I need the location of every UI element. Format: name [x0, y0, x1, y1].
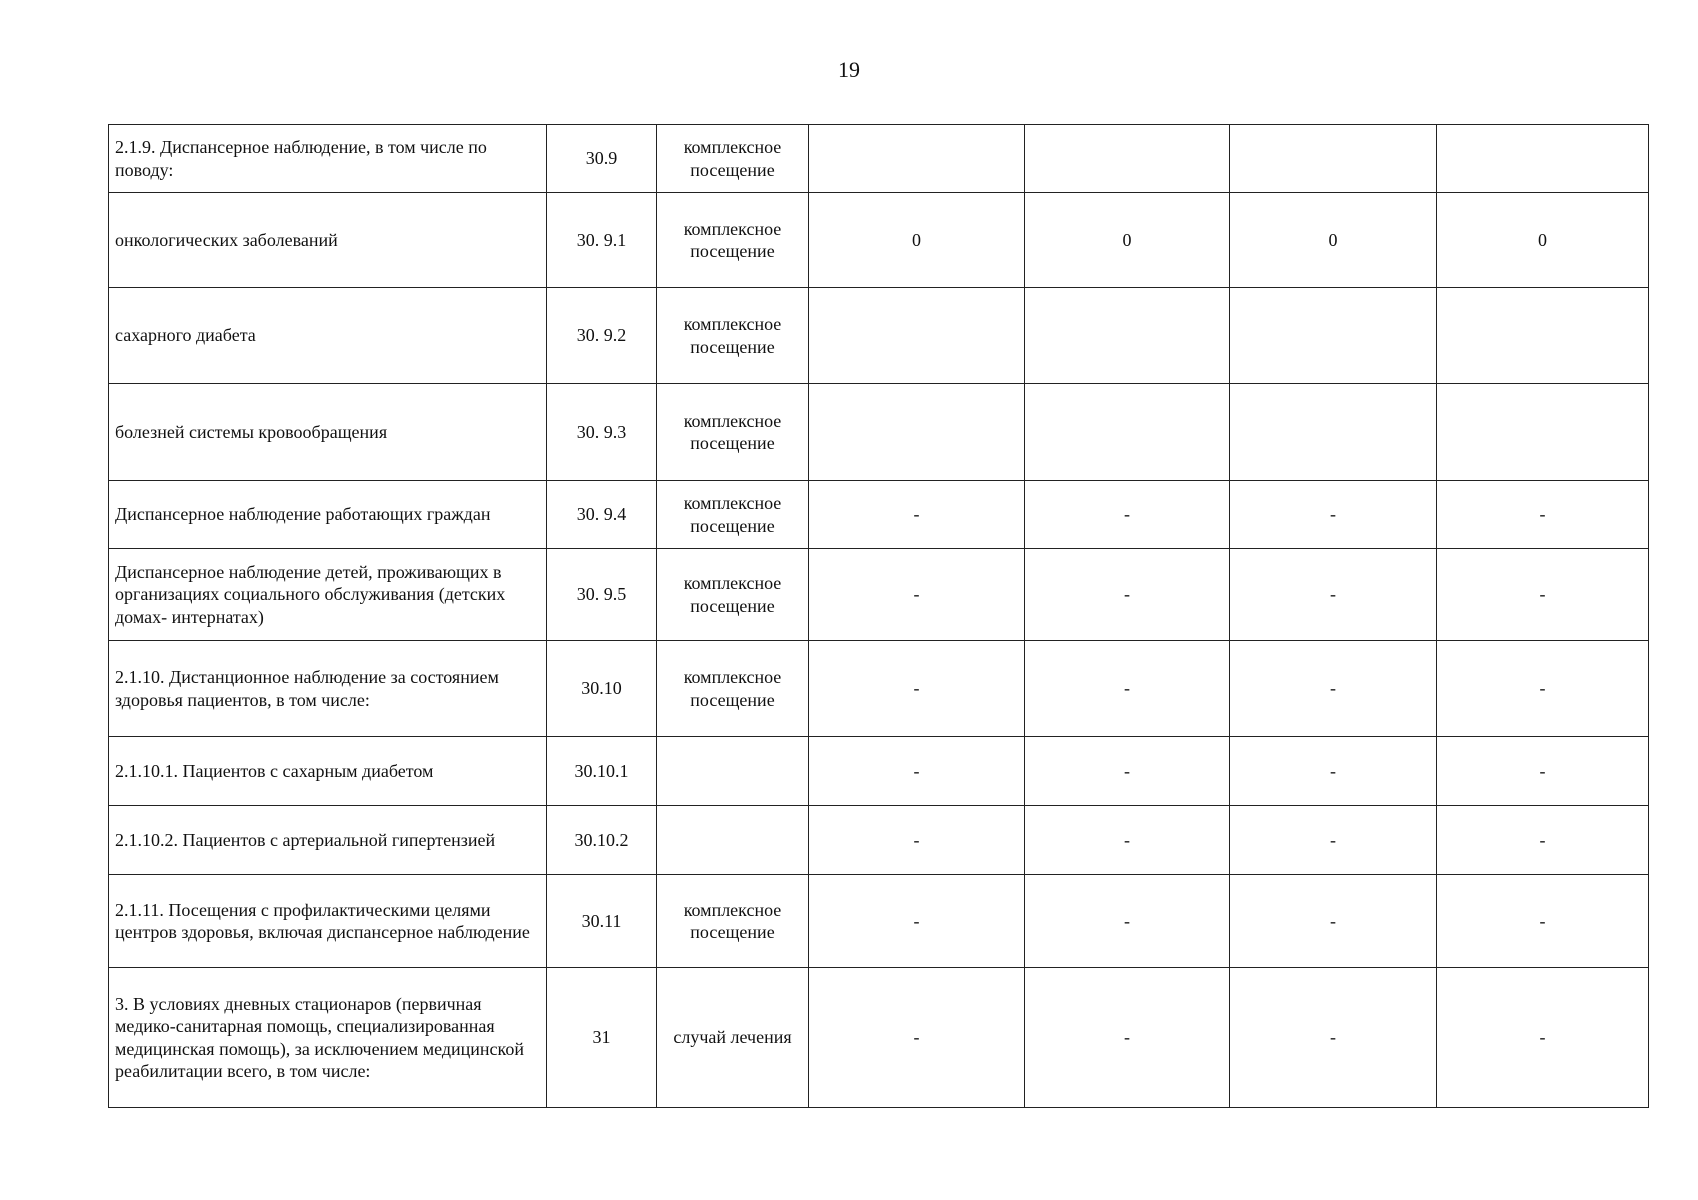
row-name: онкологических заболеваний	[109, 193, 547, 288]
row-code: 30.11	[547, 875, 657, 968]
row-value: -	[1025, 549, 1230, 641]
row-value: -	[1437, 549, 1649, 641]
row-name: 2.1.10.2. Пациентов с артериальной гипертензией	[109, 806, 547, 875]
row-value: -	[1437, 737, 1649, 806]
row-unit: комплексное посещение	[657, 193, 809, 288]
table-row	[109, 288, 1649, 384]
row-name: Диспансерное наблюдение детей, проживающих в организациях социального обслуживания (детских домах- интернатах)	[109, 549, 547, 641]
row-name: 2.1.10.1. Пациентов с сахарным диабетом	[109, 737, 547, 806]
row-code: 30. 9.3	[547, 384, 657, 481]
row-value	[809, 288, 1025, 384]
table-row	[109, 384, 1649, 481]
row-name: 2.1.9. Диспансерное наблюдение, в том числе по поводу:	[109, 125, 547, 193]
row-value	[1230, 288, 1437, 384]
row-value: -	[1025, 806, 1230, 875]
row-unit: комплексное посещение	[657, 288, 809, 384]
row-unit	[657, 806, 809, 875]
row-value	[1025, 384, 1230, 481]
table-row	[109, 481, 1649, 549]
data-table	[108, 124, 1649, 1108]
row-value	[1230, 125, 1437, 193]
row-unit: комплексное посещение	[657, 549, 809, 641]
row-value: -	[1437, 875, 1649, 968]
row-value: -	[1230, 549, 1437, 641]
row-value	[1437, 384, 1649, 481]
row-value: -	[1230, 737, 1437, 806]
row-code: 30.10.2	[547, 806, 657, 875]
table-row	[109, 193, 1649, 288]
row-value	[1437, 288, 1649, 384]
row-value: -	[1437, 641, 1649, 737]
row-code: 31	[547, 968, 657, 1108]
row-value: -	[1437, 806, 1649, 875]
row-unit	[657, 737, 809, 806]
row-unit: комплексное посещение	[657, 481, 809, 549]
row-value: -	[1025, 875, 1230, 968]
row-value: -	[1025, 968, 1230, 1108]
table-row	[109, 549, 1649, 641]
page-number: 19	[838, 57, 860, 82]
row-code: 30.10.1	[547, 737, 657, 806]
table-row	[109, 806, 1649, 875]
row-name: 3. В условиях дневных стационаров (первичная медико-санитарная помощь, специализированная медицинская помощь), за исключением медицинской реабилитации всего, в том числе:	[109, 968, 547, 1108]
table-row	[109, 125, 1649, 193]
row-code: 30.9	[547, 125, 657, 193]
row-unit: комплексное посещение	[657, 641, 809, 737]
row-value	[809, 125, 1025, 193]
row-value: -	[1025, 641, 1230, 737]
row-value: -	[1025, 481, 1230, 549]
row-code: 30. 9.4	[547, 481, 657, 549]
row-name: болезней системы кровообращения	[109, 384, 547, 481]
row-value	[809, 384, 1025, 481]
row-value: -	[1437, 968, 1649, 1108]
row-name: сахарного диабета	[109, 288, 547, 384]
row-value: 0	[1437, 193, 1649, 288]
row-code: 30.10	[547, 641, 657, 737]
table-row	[109, 875, 1649, 968]
row-value: -	[1230, 481, 1437, 549]
row-value: -	[1230, 806, 1437, 875]
row-value	[1437, 125, 1649, 193]
row-value: -	[1437, 481, 1649, 549]
row-code: 30. 9.1	[547, 193, 657, 288]
table-row	[109, 641, 1649, 737]
row-unit: комплексное посещение	[657, 125, 809, 193]
row-value: 0	[1025, 193, 1230, 288]
row-value	[1230, 384, 1437, 481]
row-name: 2.1.10. Дистанционное наблюдение за состоянием здоровья пациентов, в том числе:	[109, 641, 547, 737]
row-name: Диспансерное наблюдение работающих граждан	[109, 481, 547, 549]
row-value: -	[809, 641, 1025, 737]
table-row	[109, 737, 1649, 806]
row-value: -	[809, 549, 1025, 641]
row-unit: случай лечения	[657, 968, 809, 1108]
row-value: -	[1230, 641, 1437, 737]
row-value: -	[809, 737, 1025, 806]
row-code: 30. 9.2	[547, 288, 657, 384]
row-value: -	[809, 875, 1025, 968]
row-value: -	[1025, 737, 1230, 806]
row-value: 0	[1230, 193, 1437, 288]
row-unit: комплексное посещение	[657, 384, 809, 481]
row-value: -	[1230, 875, 1437, 968]
row-name: 2.1.11. Посещения с профилактическими целями центров здоровья, включая диспансерное наблюдение	[109, 875, 547, 968]
row-value	[1025, 288, 1230, 384]
row-value: 0	[809, 193, 1025, 288]
row-value: -	[1230, 968, 1437, 1108]
row-value	[1025, 125, 1230, 193]
row-value: -	[809, 481, 1025, 549]
row-code: 30. 9.5	[547, 549, 657, 641]
row-value: -	[809, 806, 1025, 875]
table-row	[109, 968, 1649, 1108]
row-value: -	[809, 968, 1025, 1108]
row-unit: комплексное посещение	[657, 875, 809, 968]
